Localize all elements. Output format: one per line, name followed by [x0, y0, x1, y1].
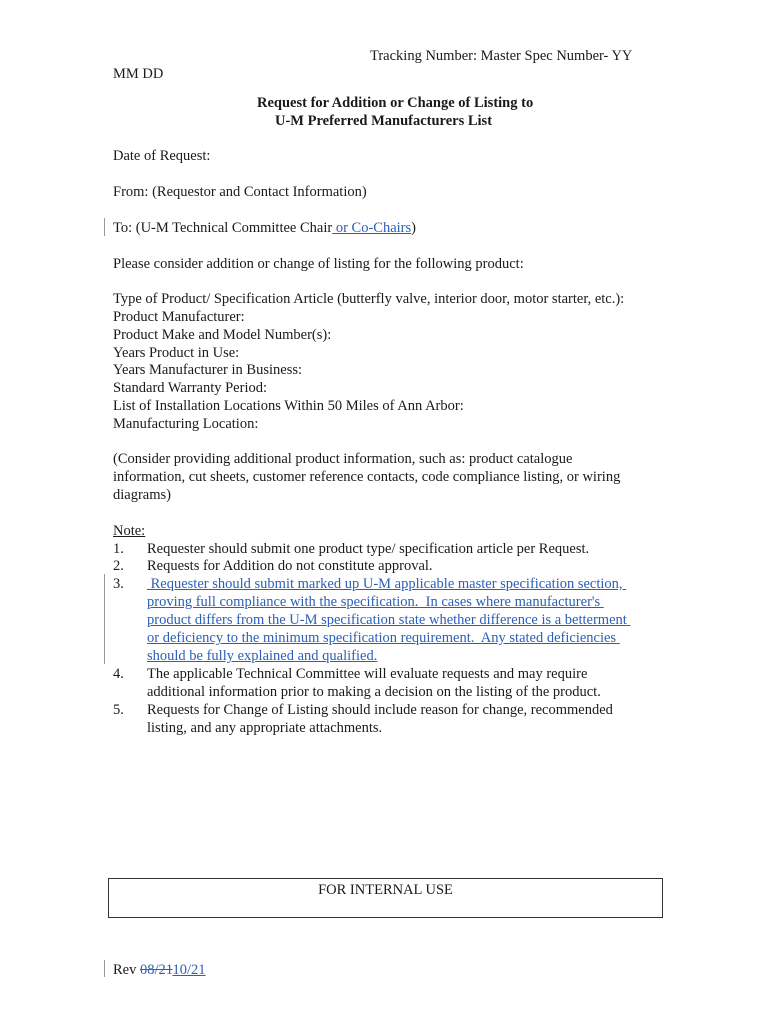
note-item-text: listing, and any appropriate attachments. [147, 720, 383, 736]
manufacturing-location-field: Manufacturing Location: [113, 416, 259, 432]
note-item-text: Requester should submit one product type/ specification article per Request. [147, 541, 590, 557]
years-in-use-field: Years Product in Use: [113, 345, 240, 361]
note-item-number: 3. [113, 576, 124, 592]
change-bar [104, 218, 105, 236]
note-item-number: 5. [113, 702, 124, 718]
rev-deleted-date: 08/21 [139, 962, 173, 978]
additional-info-line: diagrams) [113, 487, 171, 503]
note-item-inserted-text: should be fully explained and qualified. [147, 648, 378, 664]
note-item-text: Requests for Addition do not constitute approval. [147, 558, 433, 574]
internal-use-box [108, 878, 663, 918]
product-type-field: Type of Product/ Specification Article (butterfly valve, interior door, motor starter, etc.): [113, 291, 625, 307]
to-prefix: To: (U-M Technical Committee Chair [113, 220, 333, 236]
consider-statement: Please consider addition or change of listing for the following product: [113, 256, 524, 272]
rev-inserted-date: 10/21 [172, 962, 206, 978]
additional-info-line: information, cut sheets, customer reference contacts, code compliance listing, or wiring [113, 469, 621, 485]
additional-info-line: (Consider providing additional product information, such as: product catalogue [113, 451, 573, 467]
document-title-line1: Request for Addition or Change of Listing to [257, 95, 534, 111]
internal-use-label: FOR INTERNAL USE [318, 882, 453, 898]
note-item-inserted-text: proving full compliance with the specification. In cases where manufacturer's [147, 594, 604, 610]
product-manufacturer-field: Product Manufacturer: [113, 309, 245, 325]
document-title-line2: U-M Preferred Manufacturers List [275, 113, 493, 129]
tracking-number: Tracking Number: Master Spec Number- YY [370, 48, 633, 64]
note-item-text: The applicable Technical Committee will evaluate requests and may require [147, 666, 588, 682]
note-item-text: additional information prior to making a decision on the listing of the product. [147, 684, 601, 700]
rev-label: Rev [113, 962, 140, 978]
years-in-business-field: Years Manufacturer in Business: [113, 362, 303, 378]
to-field [113, 220, 416, 238]
note-item-number: 1. [113, 541, 124, 557]
note-heading: Note: [113, 523, 146, 539]
note-item-inserted-text: Requester should submit marked up U-M applicable master specification section, [147, 576, 627, 592]
from-field: From: (Requestor and Contact Information) [113, 184, 367, 200]
product-model-field: Product Make and Model Number(s): [113, 327, 332, 343]
change-bar [104, 960, 105, 977]
note-item-inserted-text: or deficiency to the minimum specification requirement. Any stated deficiencies [147, 630, 620, 646]
to-inserted-text: or Co-Chairs [332, 220, 412, 236]
to-suffix: ) [411, 220, 416, 236]
change-bar [104, 574, 105, 664]
date-of-request: Date of Request: [113, 148, 211, 164]
revision-footer [113, 962, 206, 980]
installation-locations-field: List of Installation Locations Within 50 Miles of Ann Arbor: [113, 398, 464, 414]
note-item-number: 2. [113, 558, 124, 574]
note-item-inserted-text: product differs from the U-M specification state whether difference is a betterment [147, 612, 631, 628]
warranty-period-field: Standard Warranty Period: [113, 380, 267, 396]
note-item-number: 4. [113, 666, 124, 682]
note-item-text: Requests for Change of Listing should include reason for change, recommended [147, 702, 613, 718]
mm-dd: MM DD [113, 66, 164, 82]
